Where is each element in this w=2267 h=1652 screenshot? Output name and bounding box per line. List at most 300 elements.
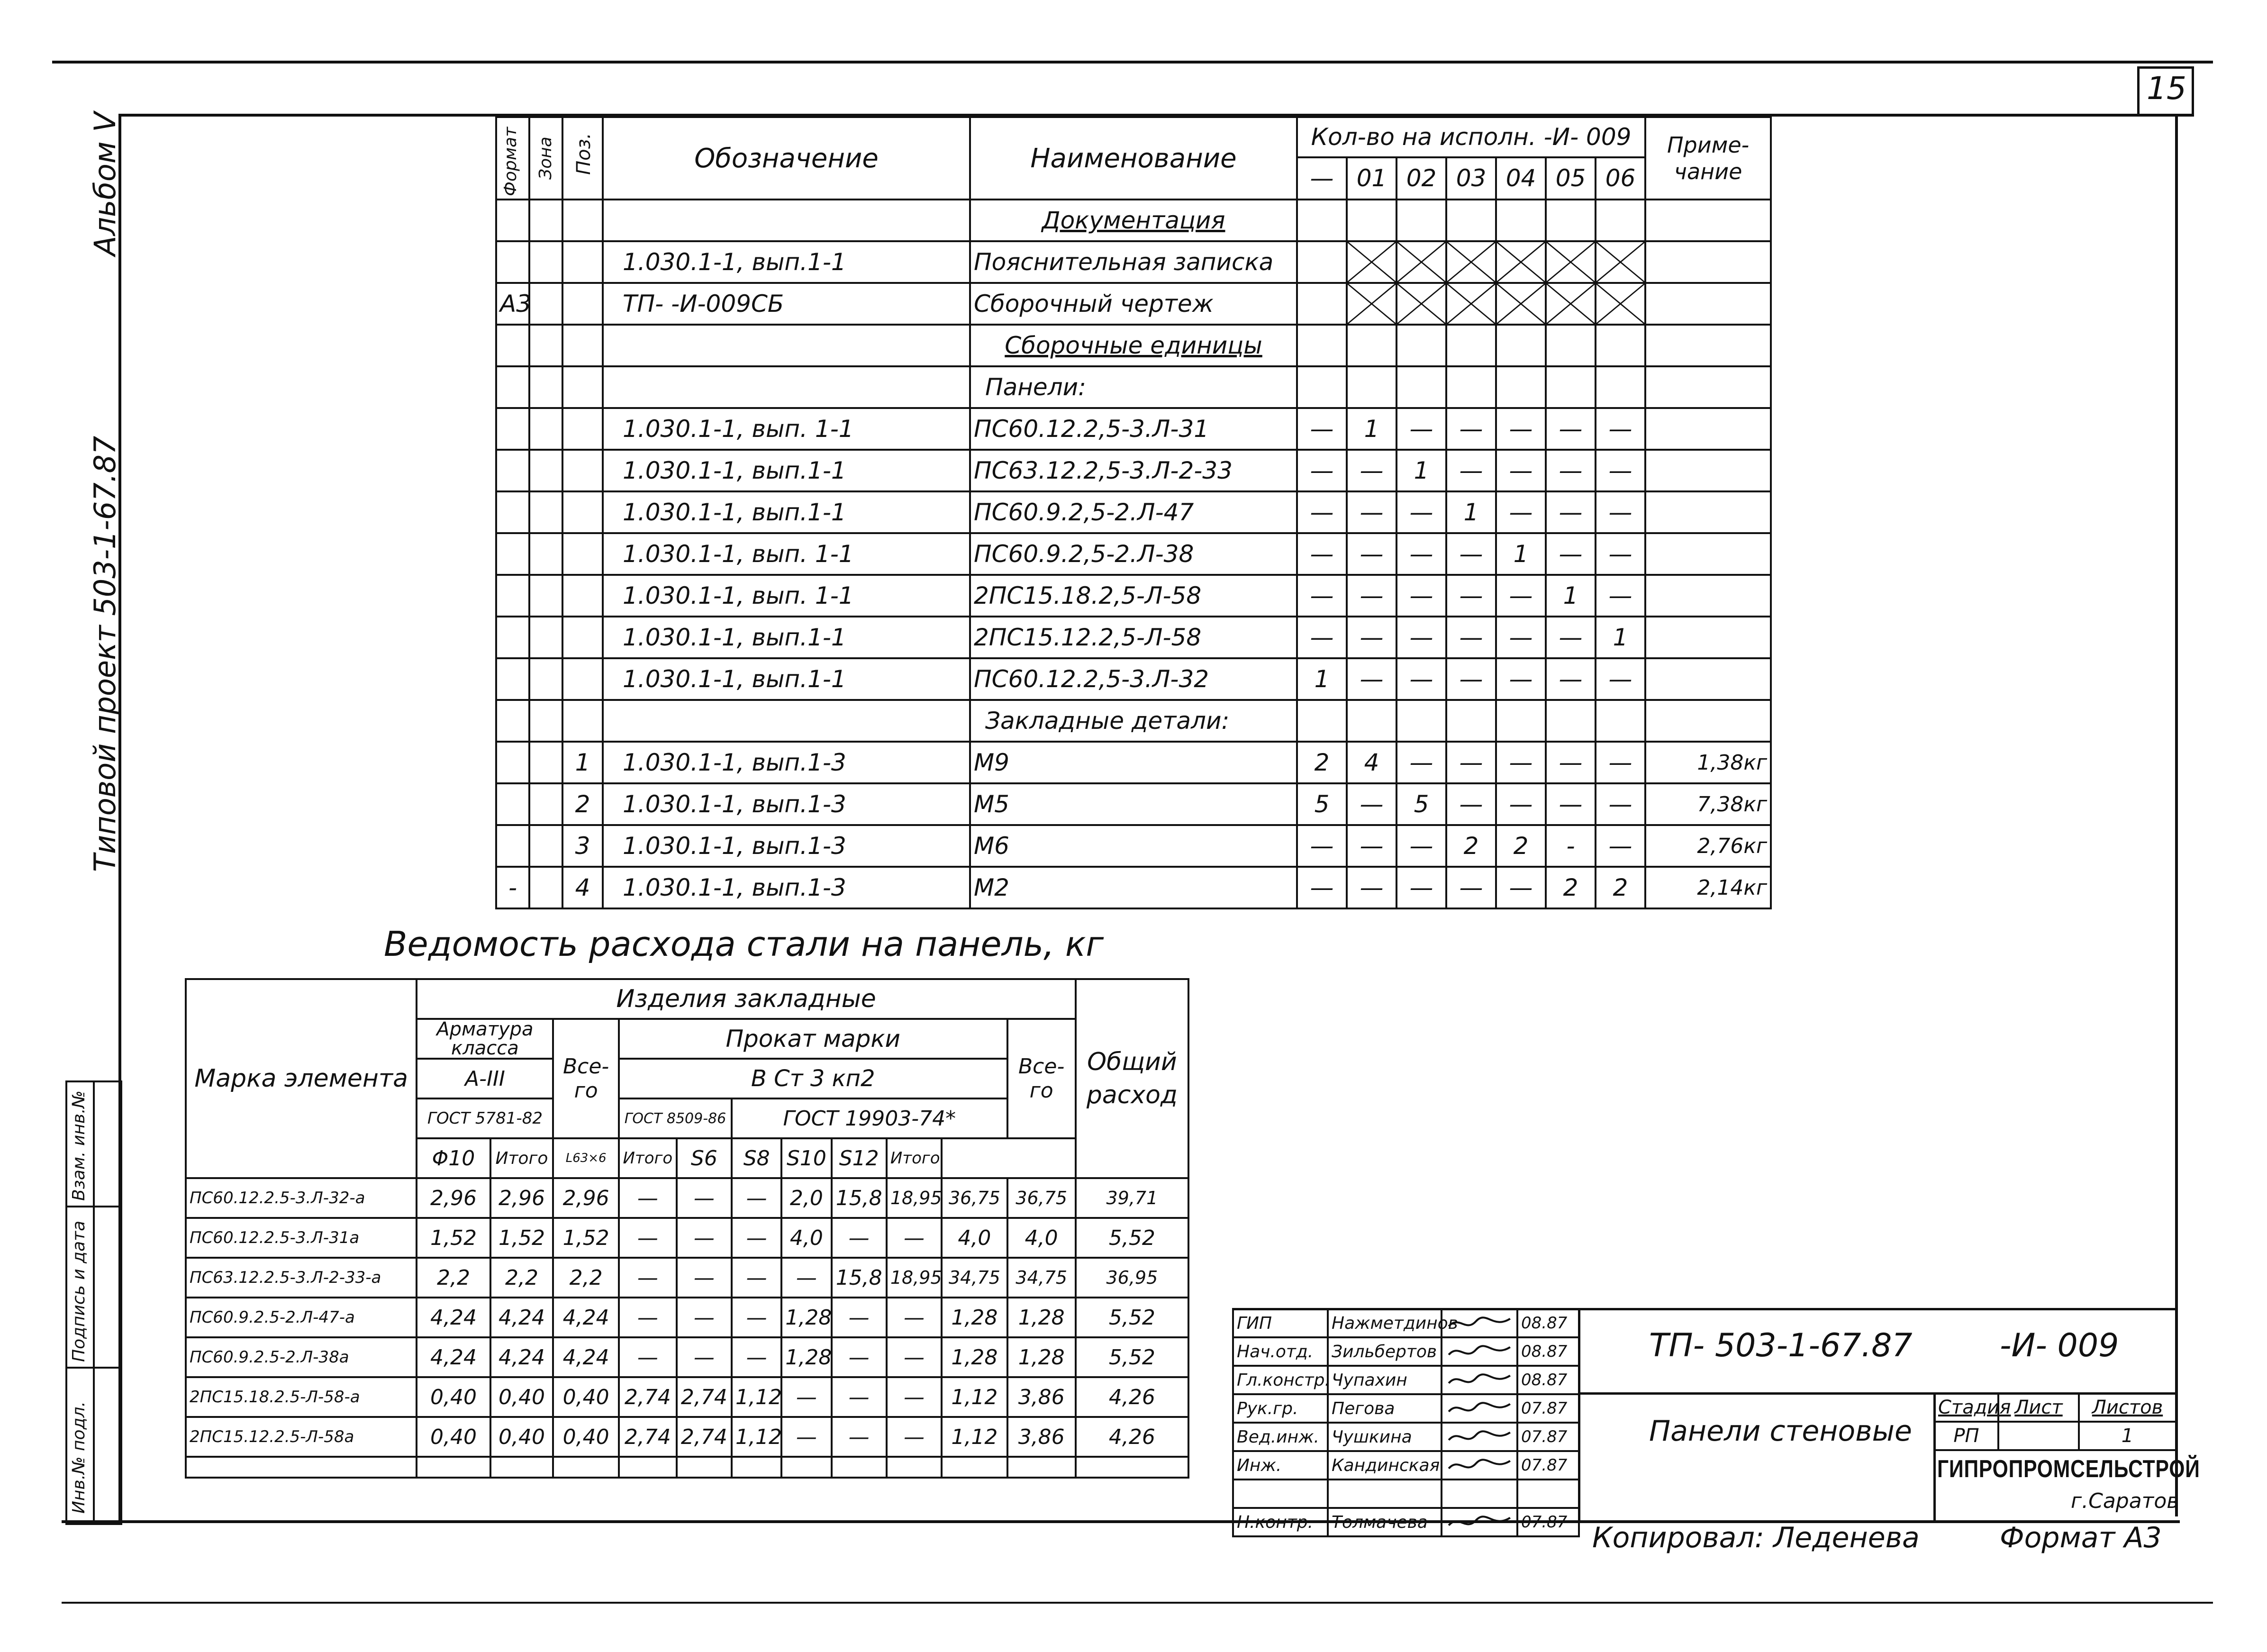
spec-qty	[1347, 325, 1396, 366]
mark-header: Марка элемента	[186, 979, 417, 1178]
spec-qty: —	[1396, 825, 1446, 867]
steel-value: 4,0	[781, 1218, 831, 1258]
title-block	[1232, 1308, 2200, 1532]
spec-designation: 1.030.1-1, вып.1-1	[603, 491, 970, 533]
signature	[1442, 1337, 1517, 1366]
spec-row	[496, 742, 1771, 783]
steel-value: 2,74	[677, 1417, 732, 1457]
spec-format	[496, 200, 529, 241]
steel-value: —	[781, 1377, 831, 1417]
steel-value: —	[677, 1178, 732, 1218]
spec-qty	[1546, 366, 1596, 408]
spec-name: Сборочный чертеж	[970, 283, 1297, 325]
spec-qty: —	[1496, 617, 1546, 658]
steel-value: 0,40	[417, 1377, 490, 1417]
project-label: Типовой проект 503-1-67.87	[88, 436, 122, 872]
steel-value: 5,52	[1076, 1218, 1188, 1258]
org-city: г.Саратов	[2071, 1489, 2179, 1513]
spec-zone	[529, 200, 562, 241]
steel-value: 0,40	[553, 1417, 618, 1457]
steel-value: 4,0	[1007, 1218, 1076, 1258]
spec-format	[496, 450, 529, 491]
spec-qty: —	[1347, 617, 1396, 658]
gost-rebar-header: ГОСТ 5781-82	[417, 1098, 553, 1138]
format-header: Формат	[496, 117, 529, 200]
spec-zone	[529, 658, 562, 700]
spec-qty	[1297, 200, 1347, 241]
crossed-cell	[1347, 283, 1396, 325]
steel-mark: ПС63.12.2.5-3.Л-2-33-а	[186, 1258, 417, 1298]
spec-qty: 5	[1297, 783, 1347, 825]
spec-qty: —	[1396, 867, 1446, 908]
spec-zone	[529, 325, 562, 366]
spec-qty	[1347, 366, 1396, 408]
spec-qty: -	[1546, 825, 1596, 867]
spec-zone	[529, 533, 562, 575]
spec-row	[496, 283, 1771, 325]
spec-qty: —	[1596, 825, 1645, 867]
steel-value: —	[619, 1218, 677, 1258]
steel-value: —	[677, 1218, 732, 1258]
note-header: Приме-чание	[1645, 117, 1771, 200]
stamp-inv-podl: Инв.№ подл.	[69, 1401, 89, 1514]
spec-designation: 1.030.1-1, вып.1-1	[603, 450, 970, 491]
variant-header-2: 02	[1396, 157, 1446, 200]
spec-qty: —	[1446, 658, 1496, 700]
steel-empty-row	[186, 1457, 1188, 1478]
spec-qty: —	[1396, 658, 1446, 700]
spec-qty	[1446, 325, 1496, 366]
spec-qty: —	[1347, 867, 1396, 908]
spec-qty: —	[1546, 742, 1596, 783]
designation-header: Обозначение	[603, 117, 970, 200]
s6-header: S6	[677, 1138, 732, 1178]
steel-value: 2,96	[490, 1178, 553, 1218]
steel-value: 1,52	[553, 1218, 618, 1258]
spec-qty	[1347, 200, 1396, 241]
steel-value: —	[732, 1178, 781, 1218]
role-date	[1517, 1480, 1579, 1508]
role-date: 07.87	[1517, 1423, 1579, 1451]
spec-qty	[1496, 700, 1546, 742]
steel-value: —	[887, 1377, 942, 1417]
signature-icon	[1445, 1399, 1514, 1418]
crossed-cell	[1396, 283, 1446, 325]
steel-value: —	[832, 1218, 887, 1258]
steel-value: 2,74	[619, 1377, 677, 1417]
spec-format	[496, 408, 529, 450]
steel-value: 1,28	[781, 1298, 831, 1337]
spec-qty: 1	[1297, 658, 1347, 700]
steel-row	[186, 1178, 1188, 1218]
spec-format	[496, 241, 529, 283]
spec-pos	[562, 366, 603, 408]
signature-icon	[1445, 1371, 1514, 1389]
spec-zone	[529, 700, 562, 742]
spec-qty	[1546, 700, 1596, 742]
spec-pos: 1	[562, 742, 603, 783]
roles-table	[1232, 1308, 1580, 1537]
spec-zone	[529, 742, 562, 783]
steel-table-title: Ведомость расхода стали на панель, кг	[384, 924, 1104, 964]
spec-zone	[529, 491, 562, 533]
role-title: Н.контр.	[1233, 1508, 1328, 1536]
spec-qty	[1546, 200, 1596, 241]
spec-qty: —	[1496, 575, 1546, 617]
itogo-header: Итого	[490, 1138, 553, 1178]
spec-qty: —	[1446, 533, 1496, 575]
spec-qty: —	[1546, 658, 1596, 700]
steel-empty-cell	[1007, 1457, 1076, 1478]
spec-note: 7,38кг	[1645, 783, 1771, 825]
left-stamp	[65, 1080, 122, 1525]
spec-format	[496, 575, 529, 617]
doc-suffix: -И- 009	[2000, 1327, 2119, 1364]
spec-qty: —	[1546, 783, 1596, 825]
spec-qty: —	[1546, 617, 1596, 658]
signature	[1442, 1423, 1517, 1451]
steel-value: 2,0	[781, 1178, 831, 1218]
steel-mark: ПС60.12.2.5-3.Л-32-а	[186, 1178, 417, 1218]
spec-row	[496, 867, 1771, 908]
steel-value: 1,12	[732, 1377, 781, 1417]
spec-format	[496, 700, 529, 742]
crossed-cell	[1596, 241, 1645, 283]
spec-designation	[603, 325, 970, 366]
steel-empty-cell	[677, 1457, 732, 1478]
spec-qty: —	[1297, 408, 1347, 450]
role-row	[1233, 1508, 1579, 1536]
steel-value: 18,95	[887, 1178, 942, 1218]
spec-format	[496, 825, 529, 867]
steel-value: —	[677, 1258, 732, 1298]
steel-value: 0,40	[417, 1417, 490, 1457]
spec-row	[496, 700, 1771, 742]
variant-header-4: 04	[1496, 157, 1546, 200]
embedded-header: Изделия закладные	[417, 979, 1075, 1019]
steel-value: 1,12	[942, 1377, 1007, 1417]
steel-value: 34,75	[942, 1258, 1007, 1298]
steel-empty-cell	[781, 1457, 831, 1478]
spec-name: ПС60.9.2,5-2.Л-38	[970, 533, 1297, 575]
spec-row	[496, 825, 1771, 867]
spec-qty: —	[1446, 617, 1496, 658]
steel-value: —	[619, 1178, 677, 1218]
steel-value: —	[781, 1258, 831, 1298]
album-label: Альбом V	[88, 112, 122, 256]
phi10-header: Φ10	[417, 1138, 490, 1178]
spec-designation	[603, 366, 970, 408]
steel-value: 36,75	[942, 1178, 1007, 1218]
steel-value: —	[732, 1337, 781, 1377]
spec-qty: 2	[1546, 867, 1596, 908]
steel-empty-cell	[1076, 1457, 1188, 1478]
spec-qty	[1446, 200, 1496, 241]
spec-zone	[529, 450, 562, 491]
spec-note: 1,38кг	[1645, 742, 1771, 783]
spec-designation	[603, 200, 970, 241]
role-title: Гл.констр.	[1233, 1366, 1328, 1394]
spec-row	[496, 491, 1771, 533]
steel-value: 4,26	[1076, 1377, 1188, 1417]
gost-19903-header: ГОСТ 19903-74*	[732, 1098, 1007, 1138]
steel-value: 2,2	[417, 1258, 490, 1298]
spec-designation: 1.030.1-1, вып.1-1	[603, 617, 970, 658]
spec-qty	[1297, 241, 1347, 283]
steel-value: 4,0	[942, 1218, 1007, 1258]
signature	[1442, 1394, 1517, 1423]
steel-value: 15,8	[832, 1178, 887, 1218]
spec-note	[1645, 283, 1771, 325]
steel-value: 2,74	[677, 1377, 732, 1417]
signature-icon	[1445, 1513, 1514, 1532]
steel-value: 39,71	[1076, 1178, 1188, 1218]
top-edge-line	[52, 61, 2213, 64]
steel-value: —	[732, 1258, 781, 1298]
spec-qty: —	[1596, 491, 1645, 533]
spec-name: М9	[970, 742, 1297, 783]
spec-qty: —	[1596, 742, 1645, 783]
spec-qty: 5	[1396, 783, 1446, 825]
s12-header: S12	[832, 1138, 887, 1178]
steel-value: 3,86	[1007, 1377, 1076, 1417]
role-date: 07.87	[1517, 1508, 1579, 1536]
spec-pos	[562, 200, 603, 241]
spec-zone	[529, 366, 562, 408]
spec-designation: 1.030.1-1, вып.1-3	[603, 742, 970, 783]
spec-pos	[562, 241, 603, 283]
spec-note	[1645, 450, 1771, 491]
steel-value: 1,52	[417, 1218, 490, 1258]
itogo3-header: Итого	[887, 1138, 942, 1178]
variant-header-6: 06	[1596, 157, 1645, 200]
bottom-edge-line	[62, 1602, 2213, 1604]
steel-value: 0,40	[490, 1377, 553, 1417]
name-header: Наименование	[970, 117, 1297, 200]
spec-qty	[1496, 325, 1546, 366]
steel-mark: ПС60.9.2.5-2.Л-38а	[186, 1337, 417, 1377]
spec-qty	[1546, 325, 1596, 366]
spec-qty: —	[1347, 783, 1396, 825]
steel-value: 4,24	[490, 1337, 553, 1377]
steel-value: 1,28	[781, 1337, 831, 1377]
spec-qty: 4	[1347, 742, 1396, 783]
spec-qty: —	[1396, 617, 1446, 658]
role-row	[1233, 1451, 1579, 1480]
signature-icon	[1445, 1427, 1514, 1446]
spec-qty: —	[1446, 867, 1496, 908]
role-name: Толмачева	[1328, 1508, 1442, 1536]
spec-qty: —	[1546, 450, 1596, 491]
crossed-cell	[1496, 283, 1546, 325]
spec-designation	[603, 700, 970, 742]
variant-header-1: 01	[1347, 157, 1396, 200]
role-name: Кандинская	[1328, 1451, 1442, 1480]
spec-name: М6	[970, 825, 1297, 867]
spec-qty	[1596, 200, 1645, 241]
spec-qty: —	[1396, 408, 1446, 450]
steel-value: —	[677, 1298, 732, 1337]
steel-mark: ПС60.12.2.5-3.Л-31а	[186, 1218, 417, 1258]
role-date: 08.87	[1517, 1309, 1579, 1337]
spec-designation: 1.030.1-1, вып.1-3	[603, 825, 970, 867]
spec-row	[496, 533, 1771, 575]
steel-value: 2,2	[553, 1258, 618, 1298]
spec-qty: 2	[1596, 867, 1645, 908]
variant-header-3: 03	[1446, 157, 1496, 200]
spec-pos	[562, 617, 603, 658]
steel-value: —	[732, 1218, 781, 1258]
steel-value: —	[732, 1298, 781, 1337]
spec-name: ПС60.9.2,5-2.Л-47	[970, 491, 1297, 533]
role-name: Пегова	[1328, 1394, 1442, 1423]
frame-right	[2175, 114, 2178, 1516]
spec-pos	[562, 533, 603, 575]
spec-zone	[529, 241, 562, 283]
steel-empty-cell	[942, 1457, 1007, 1478]
steel-value: 0,40	[553, 1377, 618, 1417]
spec-qty	[1446, 366, 1496, 408]
spec-qty: —	[1596, 408, 1645, 450]
steel-value: —	[619, 1258, 677, 1298]
role-date: 07.87	[1517, 1394, 1579, 1423]
spec-qty	[1347, 700, 1396, 742]
spec-format	[496, 617, 529, 658]
steel-value: 1,28	[942, 1337, 1007, 1377]
steel-value: 34,75	[1007, 1258, 1076, 1298]
spec-note	[1645, 617, 1771, 658]
sheet-number: 15	[2147, 70, 2186, 107]
spec-qty	[1297, 700, 1347, 742]
spec-qty: 1	[1446, 491, 1496, 533]
spec-name: Панели:	[970, 366, 1297, 408]
spec-pos	[562, 450, 603, 491]
spec-note: 2,76кг	[1645, 825, 1771, 867]
spec-qty	[1297, 366, 1347, 408]
spec-name: ПС63.12.2,5-3.Л-2-33	[970, 450, 1297, 491]
steel-value: 36,75	[1007, 1178, 1076, 1218]
steel-empty-cell	[553, 1457, 618, 1478]
steel-value: —	[887, 1337, 942, 1377]
steel-value: 4,24	[417, 1337, 490, 1377]
role-row	[1233, 1309, 1579, 1337]
role-title: Нач.отд.	[1233, 1337, 1328, 1366]
spec-note	[1645, 200, 1771, 241]
s8-header: S8	[732, 1138, 781, 1178]
steel-value: —	[677, 1337, 732, 1377]
spec-qty	[1596, 366, 1645, 408]
spec-qty	[1297, 283, 1347, 325]
spec-row	[496, 575, 1771, 617]
steel-mark: 2ПС15.12.2.5-Л-58а	[186, 1417, 417, 1457]
stage-table	[1933, 1392, 2177, 1451]
spec-qty: —	[1596, 658, 1645, 700]
signature	[1442, 1508, 1517, 1536]
signature	[1442, 1451, 1517, 1480]
steel-empty-cell	[417, 1457, 490, 1478]
crossed-cell	[1546, 241, 1596, 283]
spec-qty: —	[1496, 783, 1546, 825]
org-name: ГИПРОПРОМСЕЛЬСТРОЙ	[1937, 1455, 2200, 1483]
spec-format	[496, 783, 529, 825]
spec-qty: —	[1496, 658, 1546, 700]
steel-value: —	[832, 1377, 887, 1417]
steel-value: 4,24	[553, 1337, 618, 1377]
spec-qty: —	[1347, 533, 1396, 575]
spec-qty: —	[1446, 783, 1496, 825]
spec-qty: —	[1496, 742, 1546, 783]
variant-header-5: 05	[1546, 157, 1596, 200]
spec-qty	[1496, 200, 1546, 241]
spec-name: 2ПС15.12.2,5-Л-58	[970, 617, 1297, 658]
stamp-vzam-inv: Взам. инв.№	[69, 1090, 89, 1201]
spec-designation: 1.030.1-1, вып. 1-1	[603, 533, 970, 575]
spec-row	[496, 617, 1771, 658]
spec-qty: —	[1297, 491, 1347, 533]
steel-value: 1,12	[732, 1417, 781, 1457]
spec-note	[1645, 700, 1771, 742]
crossed-cell	[1446, 283, 1496, 325]
spec-qty: —	[1347, 491, 1396, 533]
spec-qty: —	[1297, 450, 1347, 491]
sheets-value: 1	[2079, 1422, 2176, 1450]
spec-qty: —	[1496, 491, 1546, 533]
spec-qty: —	[1446, 575, 1496, 617]
copied-by: Копировал: Леденева	[1592, 1521, 1920, 1554]
steel-value: 1,52	[490, 1218, 553, 1258]
spec-zone	[529, 408, 562, 450]
gost-8509-header: ГОСТ 8509-86	[619, 1098, 732, 1138]
spec-note	[1645, 408, 1771, 450]
spec-pos	[562, 491, 603, 533]
spec-row	[496, 241, 1771, 283]
spec-row	[496, 783, 1771, 825]
spec-zone	[529, 617, 562, 658]
role-row	[1233, 1337, 1579, 1366]
steel-value: 0,40	[490, 1417, 553, 1457]
spec-qty: 1	[1347, 408, 1396, 450]
qty-header: Кол-во на исполн. -И- 009	[1297, 117, 1645, 157]
rolled-header: Прокат марки	[619, 1019, 1007, 1059]
role-title: Рук.гр.	[1233, 1394, 1328, 1423]
steel-value: 5,52	[1076, 1337, 1188, 1377]
steel-value: 1,28	[1007, 1337, 1076, 1377]
total-header: Общий расход	[1076, 979, 1188, 1178]
crossed-cell	[1396, 241, 1446, 283]
spec-qty: 1	[1396, 450, 1446, 491]
steel-value: 18,95	[887, 1258, 942, 1298]
spec-note	[1645, 366, 1771, 408]
spec-name: Пояснительная записка	[970, 241, 1297, 283]
crossed-cell	[1546, 283, 1596, 325]
steel-value: 1,28	[942, 1298, 1007, 1337]
spec-row	[496, 325, 1771, 366]
spec-name: ПС60.12.2,5-3.Л-32	[970, 658, 1297, 700]
spec-qty: —	[1347, 575, 1396, 617]
spec-note	[1645, 325, 1771, 366]
signature-icon	[1445, 1342, 1514, 1361]
rebar-class-header: Арматура класса	[417, 1019, 553, 1059]
spec-pos	[562, 408, 603, 450]
signature	[1442, 1480, 1517, 1508]
crossed-cell	[1446, 241, 1496, 283]
spec-designation: 1.030.1-1, вып.1-1	[603, 241, 970, 283]
steel-row	[186, 1298, 1188, 1337]
a3-header: А-III	[417, 1059, 553, 1098]
spec-zone	[529, 783, 562, 825]
spec-note	[1645, 241, 1771, 283]
spec-qty	[1596, 700, 1645, 742]
